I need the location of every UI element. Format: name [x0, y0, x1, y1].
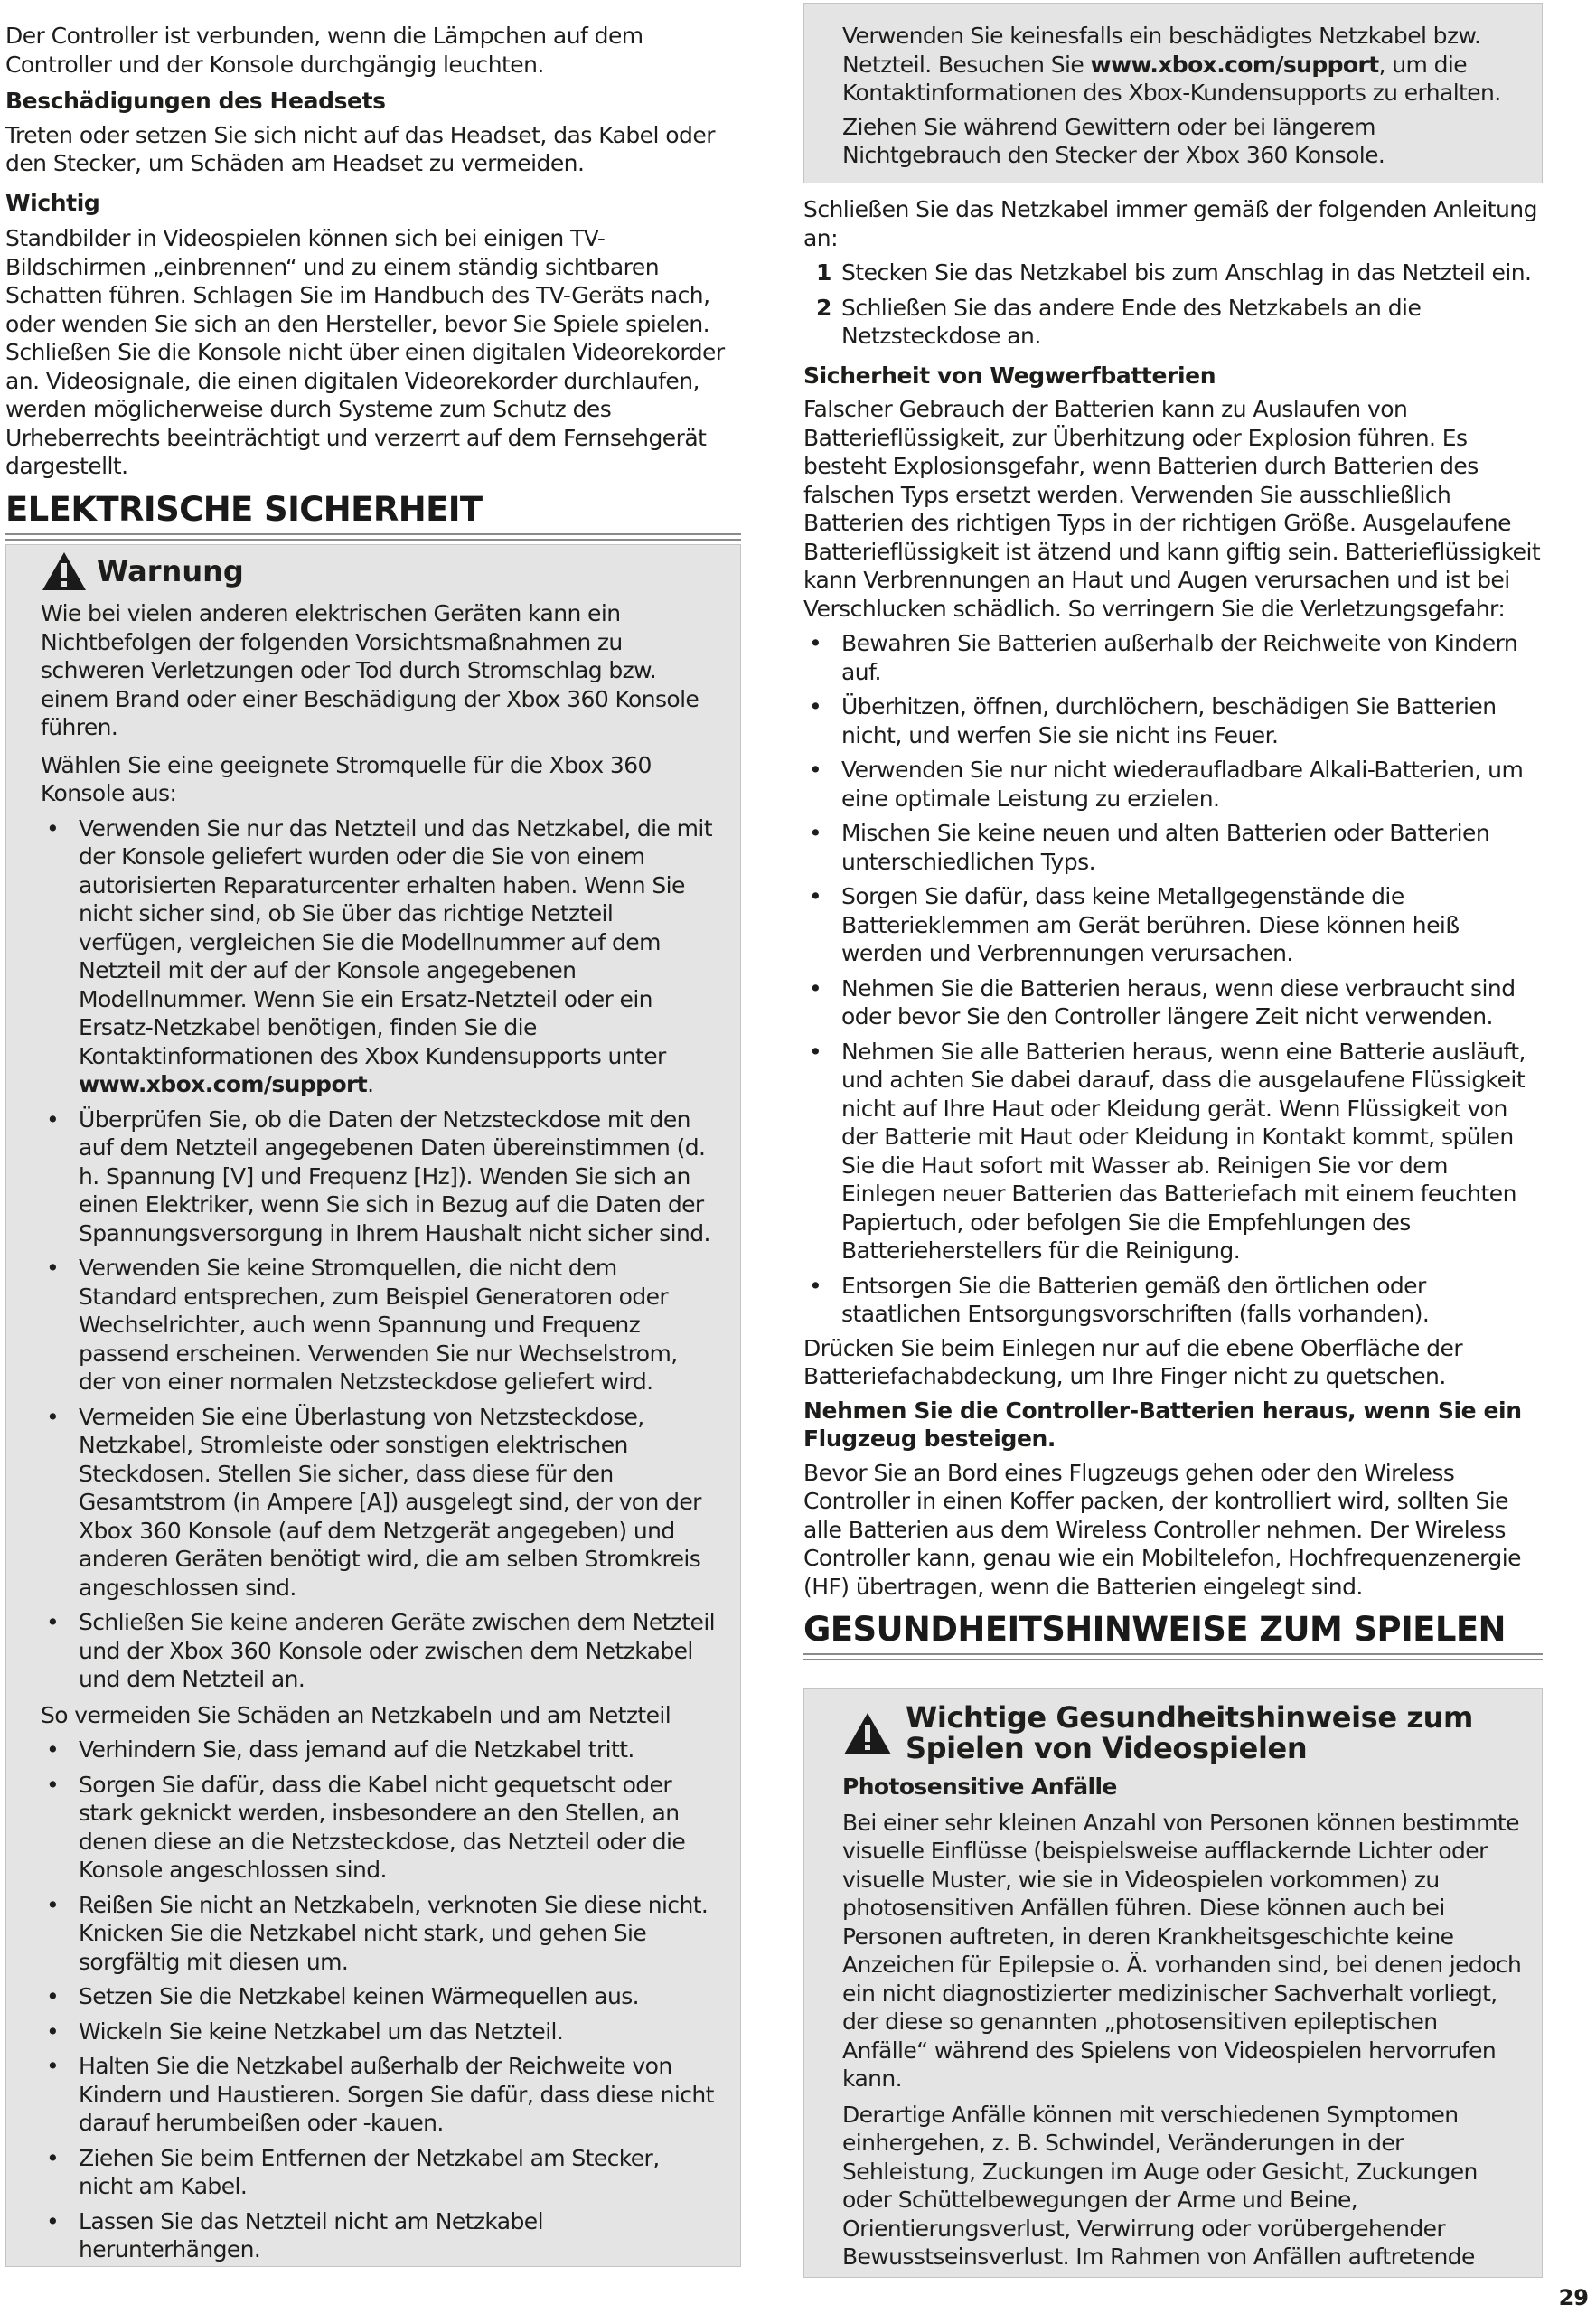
warning-title: Warnung	[97, 554, 244, 588]
intro-paragraph: Der Controller ist verbunden, wenn die Lämpchen auf dem Controller und der Konsole durchgängig leuchten.	[5, 23, 643, 78]
list-item: • Verwenden Sie nur nicht wiederaufladbare Alkali-Batterien, um eine optimale Leistung zu erzielen.	[809, 757, 1524, 812]
photosensitive-paragraph-1: Bei einer sehr kleinen Anzahl von Personen können bestimmte visuelle Einflüsse (beispielsweise aufflackernde Lichter oder visuelle Muster, wie sie in Videospielen vorkommen) zu photosensitiven Anfällen führen. Diese können auch bei Personen auftreten, in deren Krankheitsgeschichte keine Anzeichen für Epilepsie o. Ä. vorhanden sind, bei denen jedoch ein nicht diagnostizierter medizinischer Sachverhalt vorliegt, der diese so genannten „photosensitiven epileptischen Anfälle“ während des Spielens von Videospielen hervorrufen kann.	[842, 1809, 1522, 2092]
connect-steps	[803, 259, 1543, 351]
list-item: • Nehmen Sie die Batterien heraus, wenn diese verbraucht sind oder bevor Sie den Controller längere Zeit nicht verwenden.	[809, 974, 1516, 1030]
health-warning-title: Wichtige Gesundheitshinweise zum Spielen von Videospielen	[906, 1700, 1473, 1765]
list-item: • Sorgen Sie dafür, dass keine Metallgegenstände die Batterieklemmen am Gerät berühren. Diese können heiß werden und Verbrennungen verursachen.	[809, 883, 1460, 966]
power-cord-warning-box	[803, 3, 1543, 183]
flight-paragraph: Bevor Sie an Bord eines Flugzeugs gehen oder den Wireless Controller in einen Koffer packen, der kontrolliert wird, sollten Sie alle Batterien aus dem Wireless Controller nehmen. Der Wireless Controller kann, genau wie ein Mobiltelefon, Hochfrequenzenergie (HF) übertragen, wenn die Batterien eingelegt sind.	[803, 1459, 1521, 1600]
list-item: • Schließen Sie keine anderen Geräte zwischen dem Netzteil und der Xbox 360 Konsole oder zwischen dem Netzkabel und dem Netzteil an.	[46, 1609, 716, 1692]
photosensitive-heading: Photosensitive Anfälle	[842, 1773, 1117, 1800]
list-item: • Setzen Sie die Netzkabel keinen Wärmequellen aus.	[46, 1983, 639, 2009]
list-item: • Reißen Sie nicht an Netzkabeln, verknoten Sie diese nicht. Knicken Sie die Netzkabel nicht stark, und gehen Sie sorgfältig mit diesen um.	[46, 1891, 709, 1975]
health-warning-heading	[842, 1702, 1524, 1764]
important-heading: Wichtig	[5, 189, 100, 216]
battery-heading: Sicherheit von Wegwerfbatterien	[803, 362, 1216, 389]
page-number: 29	[1558, 2285, 1589, 2310]
headset-paragraph: Treten oder setzen Sie sich nicht auf das Headset, das Kabel oder den Stecker, um Schäden am Headset zu vermeiden.	[5, 121, 715, 176]
cable-intro: So vermeiden Sie Schäden an Netzkabeln und am Netzteil	[41, 1701, 671, 1728]
list-item: • Halten Sie die Netzkabel außerhalb der Reichweite von Kindern und Haustieren. Sorgen Sie dafür, dass diese nicht darauf herumbeißen oder -kauen.	[46, 2053, 714, 2136]
list-item: • Überprüfen Sie, ob die Daten der Netzsteckdose mit den auf dem Netzteil angegebenen Daten übereinstimmen (d. h. Spannung [V] und Frequenz [Hz]). Wenden Sie sich an einen Elektriker, wenn Sie sich in Bezug auf die Daten der Spannungsversorgung in Ihrem Haushalt nicht sicher sind.	[46, 1105, 710, 1246]
list-item: • Bewahren Sie Batterien außerhalb der Reichweite von Kindern auf.	[809, 630, 1518, 685]
health-section-title: GESUNDHEITSHINWEISE ZUM SPIELEN	[803, 1610, 1543, 1655]
list-item: • Verhindern Sie, dass jemand auf die Netzkabel tritt.	[46, 1736, 634, 1763]
press-paragraph: Drücken Sie beim Einlegen nur auf die ebene Oberfläche der Batteriefachabdeckung, um Ihre Finger nicht zu quetschen.	[803, 1334, 1463, 1389]
thunderstorm-paragraph: Ziehen Sie während Gewittern oder bei längerem Nichtgebrauch den Stecker der Xbox 360 Konsole.	[842, 113, 1385, 168]
connect-intro: Schließen Sie das Netzkabel immer gemäß der folgenden Anleitung an:	[803, 196, 1537, 251]
power-source-list	[41, 814, 718, 1694]
step-item: 2 Schließen Sie das andere Ende des Netzkabels an die Netzsteckdose an.	[816, 294, 1422, 349]
flight-heading: Nehmen Sie die Controller-Batterien heraus, wenn Sie ein Flugzeug besteigen.	[803, 1397, 1522, 1452]
list-item: • Mischen Sie keine neuen und alten Batterien oder Batterien unterschiedlichen Typs.	[809, 820, 1490, 875]
electrical-safety-title: ELEKTRISCHE SICHERHEIT	[5, 490, 741, 535]
left-column	[5, 0, 741, 535]
health-warning-box	[803, 1688, 1543, 2278]
right-column	[803, 195, 1543, 1655]
list-item: • Ziehen Sie beim Entfernen der Netzkabel am Stecker, nicht am Kabel.	[46, 2144, 660, 2199]
warning-triangle-icon	[842, 1711, 893, 1756]
photosensitive-paragraph-2: Derartige Anfälle können mit verschiedenen Symptomen einhergehen, z. B. Schwindel, Veränderungen in der Sehleistung, Zuckungen im Auge oder Gesicht, Zuckungen oder Schüttelbewegungen der Arme und Beine, Orientierungsverlust, Verwirrung oder vorübergehender Bewusstseinsverlust. Im Rahmen von Anfällen auftretende	[842, 2101, 1478, 2270]
battery-paragraph: Falscher Gebrauch der Batterien kann zu Auslaufen von Batterieflüssigkeit, zur Überhitzung oder Explosion führen. Es besteht Explosionsgefahr, wenn Batterien durch Batterien des falschen Typs ersetzt werden. Verwenden Sie ausschließlich Batterien des richtigen Typs in der richtigen Größe. Ausgelaufene Batterieflüssigkeit ist ätzend und kann giftig sein. Batterieflüssigkeit kann Verbrennungen an Haut und Augen verursachen und ist bei Verschlucken schädlich. So verringern Sie die Verletzungsgefahr:	[803, 396, 1541, 622]
list-item: • Sorgen Sie dafür, dass die Kabel nicht gequetscht oder stark geknickt werden, insbesondere an den Stellen, an denen diese an die Netzsteckdose, das Netzteil oder die Konsole angeschlossen sind.	[46, 1771, 686, 1883]
warning-intro: Wie bei vielen anderen elektrischen Geräten kann ein Nichtbefolgen der folgenden Vorsichtsmaßnahmen zu schweren Verletzungen oder Tod durch Stromschlag bzw. einem Brand oder einer Beschädigung der Xbox 360 Konsole führen.	[41, 600, 699, 740]
list-item: • Lassen Sie das Netzteil nicht am Netzkabel herunterhängen.	[46, 2207, 543, 2262]
list-item: • Verwenden Sie keine Stromquellen, die nicht dem Standard entsprechen, zum Beispiel Generatoren oder Wechselrichter, auch wenn Spannung und Frequenz passend erscheinen. Verwenden Sie nur Wechselstrom, der von einer normalen Netzsteckdose geliefert wird.	[46, 1255, 678, 1395]
warning-triangle-icon	[41, 550, 88, 592]
damaged-cord-paragraph: Verwenden Sie keinesfalls ein beschädigtes Netzkabel bzw. Netzteil. Besuchen Sie www.xbox.com/support, um die Kontaktinformationen des Xbox-Kundensupports zu erhalten.	[842, 23, 1501, 106]
list-item: • Entsorgen Sie die Batterien gemäß den örtlichen oder staatlichen Entsorgungsvorschriften (falls vorhanden).	[809, 1272, 1430, 1327]
support-link[interactable]: www.xbox.com/support	[1090, 51, 1379, 78]
headset-heading: Beschädigungen des Headsets	[5, 88, 386, 114]
power-source-intro: Wählen Sie eine geeignete Stromquelle für die Xbox 360 Konsole aus:	[41, 751, 652, 806]
electrical-warning-box	[5, 544, 741, 2267]
support-link[interactable]: www.xbox.com/support	[79, 1071, 368, 1097]
list-item: • Verwenden Sie nur das Netzteil und das Netzkabel, die mit der Konsole geliefert wurden oder die Sie von einem autorisierten Reparaturcenter erhalten haben. Wenn Sie nicht sicher sind, ob Sie über das richtige Netzteil verfügen, vergleichen Sie die Modellnummer auf dem Netzteil mit der auf der Konsole angegebenen Modellnummer. Wenn Sie ein Ersatz-Netzteil oder ein Ersatz-Netzkabel benötigen, finden Sie die Kontaktinformationen des Xbox Kundensupports unter www.xbox.com/support.	[46, 814, 712, 1097]
important-paragraph: Standbilder in Videospielen können sich bei einigen TV-Bildschirmen „einbrennen“ und zu einem ständig sichtbaren Schatten führen. Schlagen Sie im Handbuch des TV-Geräts nach, oder wenden Sie sich an den Hersteller, bevor Sie Spiele spielen. Schließen Sie die Konsole nicht über einen digitalen Videorekorder an. Videosignale, die einen digitalen Videorekorder durchlaufen, werden möglicherweise durch Systeme zum Schutz des Urheberrechts beeinträchtigt und verzerrt auf dem Fernsehgerät dargestellt.	[5, 225, 725, 479]
cable-list	[41, 1736, 718, 2264]
list-item: • Nehmen Sie alle Batterien heraus, wenn eine Batterie ausläuft, und achten Sie dabei darauf, dass die ausgelaufene Flüssigkeit nicht auf Ihre Haut oder Kleidung gerät. Wenn Flüssigkeit von der Batterie mit Haut oder Kleidung in Kontakt kommt, spülen Sie die Haut sofort mit Wasser ab. Reinigen Sie vor dem Einlegen neuer Batterien das Batteriefach mit einem feuchten Papiertuch, oder befolgen Sie die Empfehlungen des Batterieherstellers für die Reinigung.	[809, 1038, 1526, 1264]
battery-list	[803, 629, 1543, 1329]
list-item: • Vermeiden Sie eine Überlastung von Netzsteckdose, Netzkabel, Stromleiste oder sonstigen elektrischen Steckdosen. Stellen Sie sicher, dass diese für den Gesamtstrom (in Ampere [A]) ausgelegt sind, der von der Xbox 360 Konsole (auf dem Netzgerät angegeben) und anderen Geräten benötigt wird, die am selben Stromkreis angeschlossen sind.	[46, 1403, 701, 1601]
step-item: 1 Stecken Sie das Netzkabel bis zum Anschlag in das Netzteil ein.	[816, 259, 1532, 286]
list-item: • Überhitzen, öffnen, durchlöchern, beschädigen Sie Batterien nicht, und werfen Sie sie nicht ins Feuer.	[809, 693, 1497, 748]
list-item: • Wickeln Sie keine Netzkabel um das Netzteil.	[46, 2018, 564, 2045]
warning-heading	[41, 550, 718, 592]
